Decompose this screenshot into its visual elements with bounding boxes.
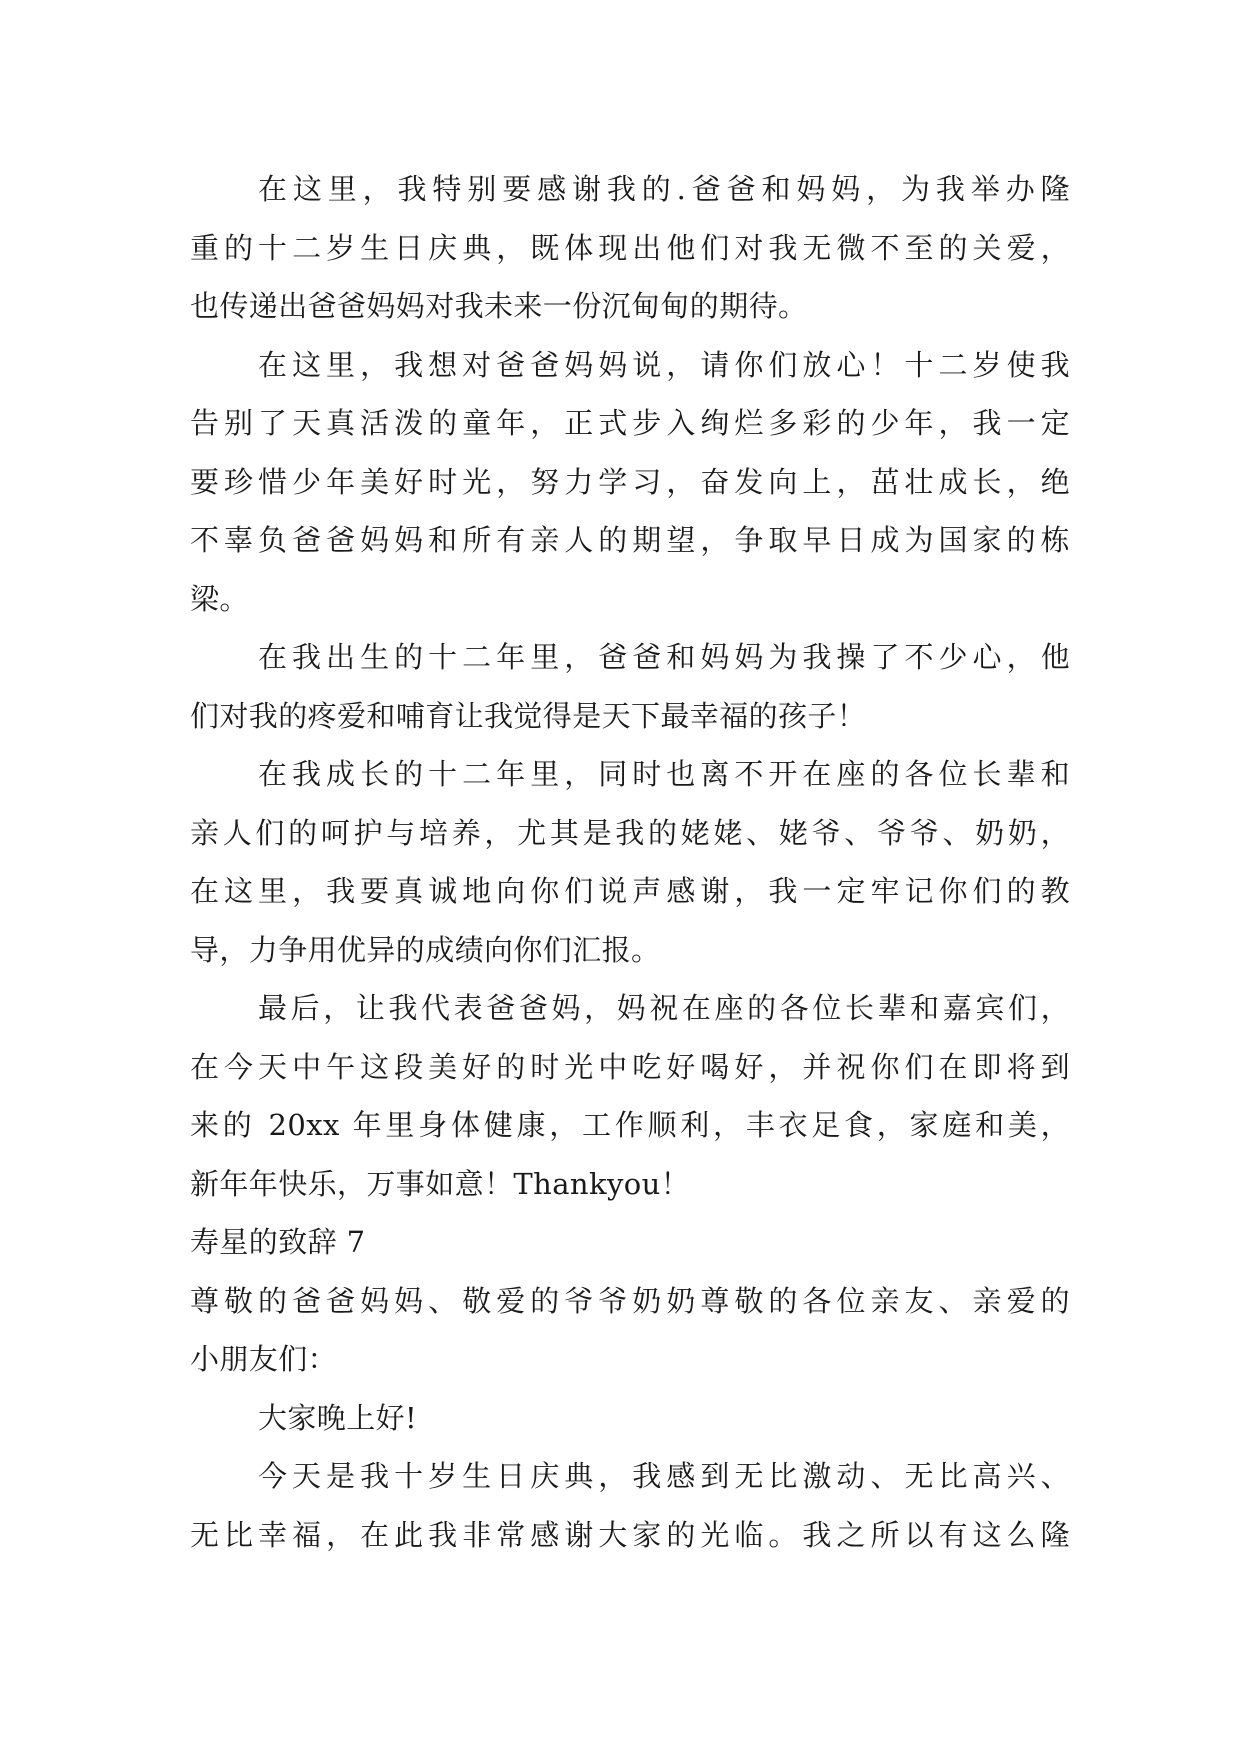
paragraph-line: 在这里，我想对爸爸妈妈说，请你们放心！十二岁使我 <box>258 347 1070 382</box>
paragraph-line: 告别了天真活泼的童年，正式步入绚烂多彩的少年，我一定 <box>190 406 1070 440</box>
greeting-line: 大家晚上好! <box>258 1400 418 1435</box>
paragraph-line: 也传递出爸爸妈妈对我未来一份沉甸甸的期待。 <box>190 289 808 323</box>
paragraph-line: 新年年快乐，万事如意！Thankyou！ <box>190 1166 691 1201</box>
salutation-line: 尊敬的爸爸妈妈、敬爱的爷爷奶奶尊敬的各位亲友、亲爱的 <box>190 1283 1070 1318</box>
paragraph-line: 们对我的疼爱和哺育让我觉得是天下最幸福的孩子！ <box>190 698 867 733</box>
paragraph-line: 在我成长的十二年里，同时也离不开在座的各位长辈和 <box>258 757 1070 791</box>
paragraph-line: 最后，让我代表爸爸妈，妈祝在座的各位长辈和嘉宾们， <box>258 991 1070 1025</box>
salutation-line: 小朋友们： <box>190 1342 338 1376</box>
paragraph-line: 重的十二岁生日庆典，既体现出他们对我无微不至的关爱， <box>190 230 1070 265</box>
paragraph-line: 要珍惜少年美好时光，努力学习，奋发向上，茁壮成长，绝 <box>190 464 1070 499</box>
paragraph-line: 亲人们的呵护与培养，尤其是我的姥姥、姥爷、爷爷、奶奶， <box>190 815 1070 850</box>
paragraph-line: 来的 20xx 年里身体健康，工作顺利，丰衣足食，家庭和美， <box>190 1108 1070 1142</box>
paragraph-line: 在我出生的十二年里，爸爸和妈妈为我操了不少心，他 <box>258 640 1070 674</box>
section-heading: 寿星的致辞 7 <box>190 1225 366 1259</box>
paragraph-line: 导，力争用优异的成绩向你们汇报。 <box>190 932 661 967</box>
paragraph-line: 在这里，我特别要感谢我的.爸爸和妈妈，为我举办隆 <box>258 172 1070 206</box>
paragraph-line: 不辜负爸爸妈妈和所有亲人的期望，争取早日成为国家的栋 <box>190 523 1070 557</box>
paragraph-line: 在今天中午这段美好的时光中吃好喝好，并祝你们在即将到 <box>190 1049 1070 1084</box>
paragraph-line: 梁。 <box>190 581 249 616</box>
paragraph-line: 今天是我十岁生日庆典，我感到无比激动、无比高兴、 <box>258 1459 1070 1493</box>
document-body <box>190 160 1070 1564</box>
paragraph-line: 无比幸福，在此我非常感谢大家的光临。我之所以有这么隆 <box>190 1517 1070 1552</box>
paragraph-line: 在这里，我要真诚地向你们说声感谢，我一定牢记你们的教 <box>190 874 1070 908</box>
